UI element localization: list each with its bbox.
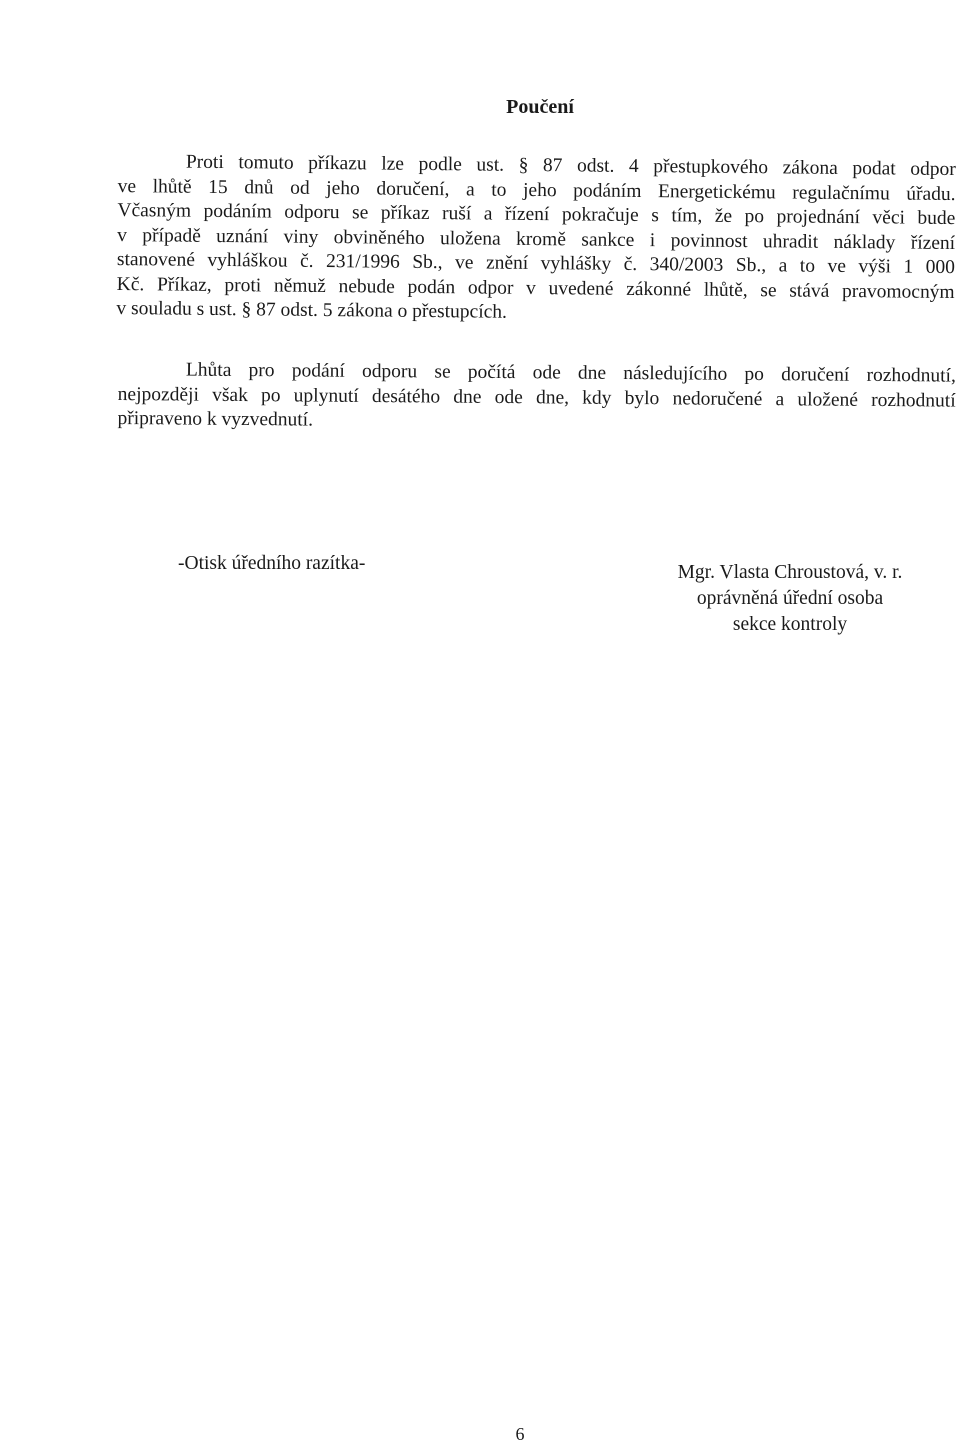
- signature-block: [640, 560, 940, 638]
- paragraph-line: ve lhůtě 15 dnů od jeho doručení, a to jeho podáním Energetickému regulačnímu úřadu.: [117, 175, 956, 205]
- official-stamp-placeholder: -Otisk úředního razítka-: [178, 553, 366, 574]
- paragraph-line: připraveno k vyzvednutí.: [117, 407, 314, 431]
- paragraph-line: v souladu s ust. § 87 odst. 5 zákona o přestupcích.: [116, 297, 508, 323]
- signatory-name: Mgr. Vlasta Chroustová, v. r.: [677, 562, 903, 583]
- paragraph-line: nejpozději však po uplynutí desátého dne ode dne, kdy bylo nedoručené a uložené rozhodnutí: [117, 383, 956, 412]
- signatory-department: sekce kontroly: [732, 614, 848, 635]
- signatory-role: oprávněná úřední osoba: [696, 588, 884, 609]
- paragraph-line: Proti tomuto příkazu lze podle ust. § 87 odst. 4 přestupkového zákona podat odpor: [185, 151, 956, 181]
- page-number: 6: [515, 1424, 525, 1444]
- deadline-paragraph: [117, 358, 956, 438]
- paragraph-line: Kč. Příkaz, proti němuž nebude podán odpor v uvedené zákonné lhůtě, se stává pravomocným: [116, 273, 955, 303]
- page-title: Poučení: [506, 96, 574, 118]
- instruction-paragraph: [116, 150, 956, 330]
- paragraph-line: Lhůta pro podání odporu se počítá ode dne následujícího po doručení rozhodnutí,: [185, 359, 956, 387]
- paragraph-line: Včasným podáním odporu se příkaz ruší a řízení pokračuje s tím, že po projednání věci bude: [117, 199, 956, 230]
- paragraph-line: stanovené vyhláškou č. 231/1996 Sb., ve znění vyhlášky č. 340/2003 Sb., a to ve výši 1 000: [116, 248, 956, 279]
- paragraph-line: v případě uznání viny obviněného uložena kromě sankce i povinnost uhradit náklady řízení: [117, 224, 956, 254]
